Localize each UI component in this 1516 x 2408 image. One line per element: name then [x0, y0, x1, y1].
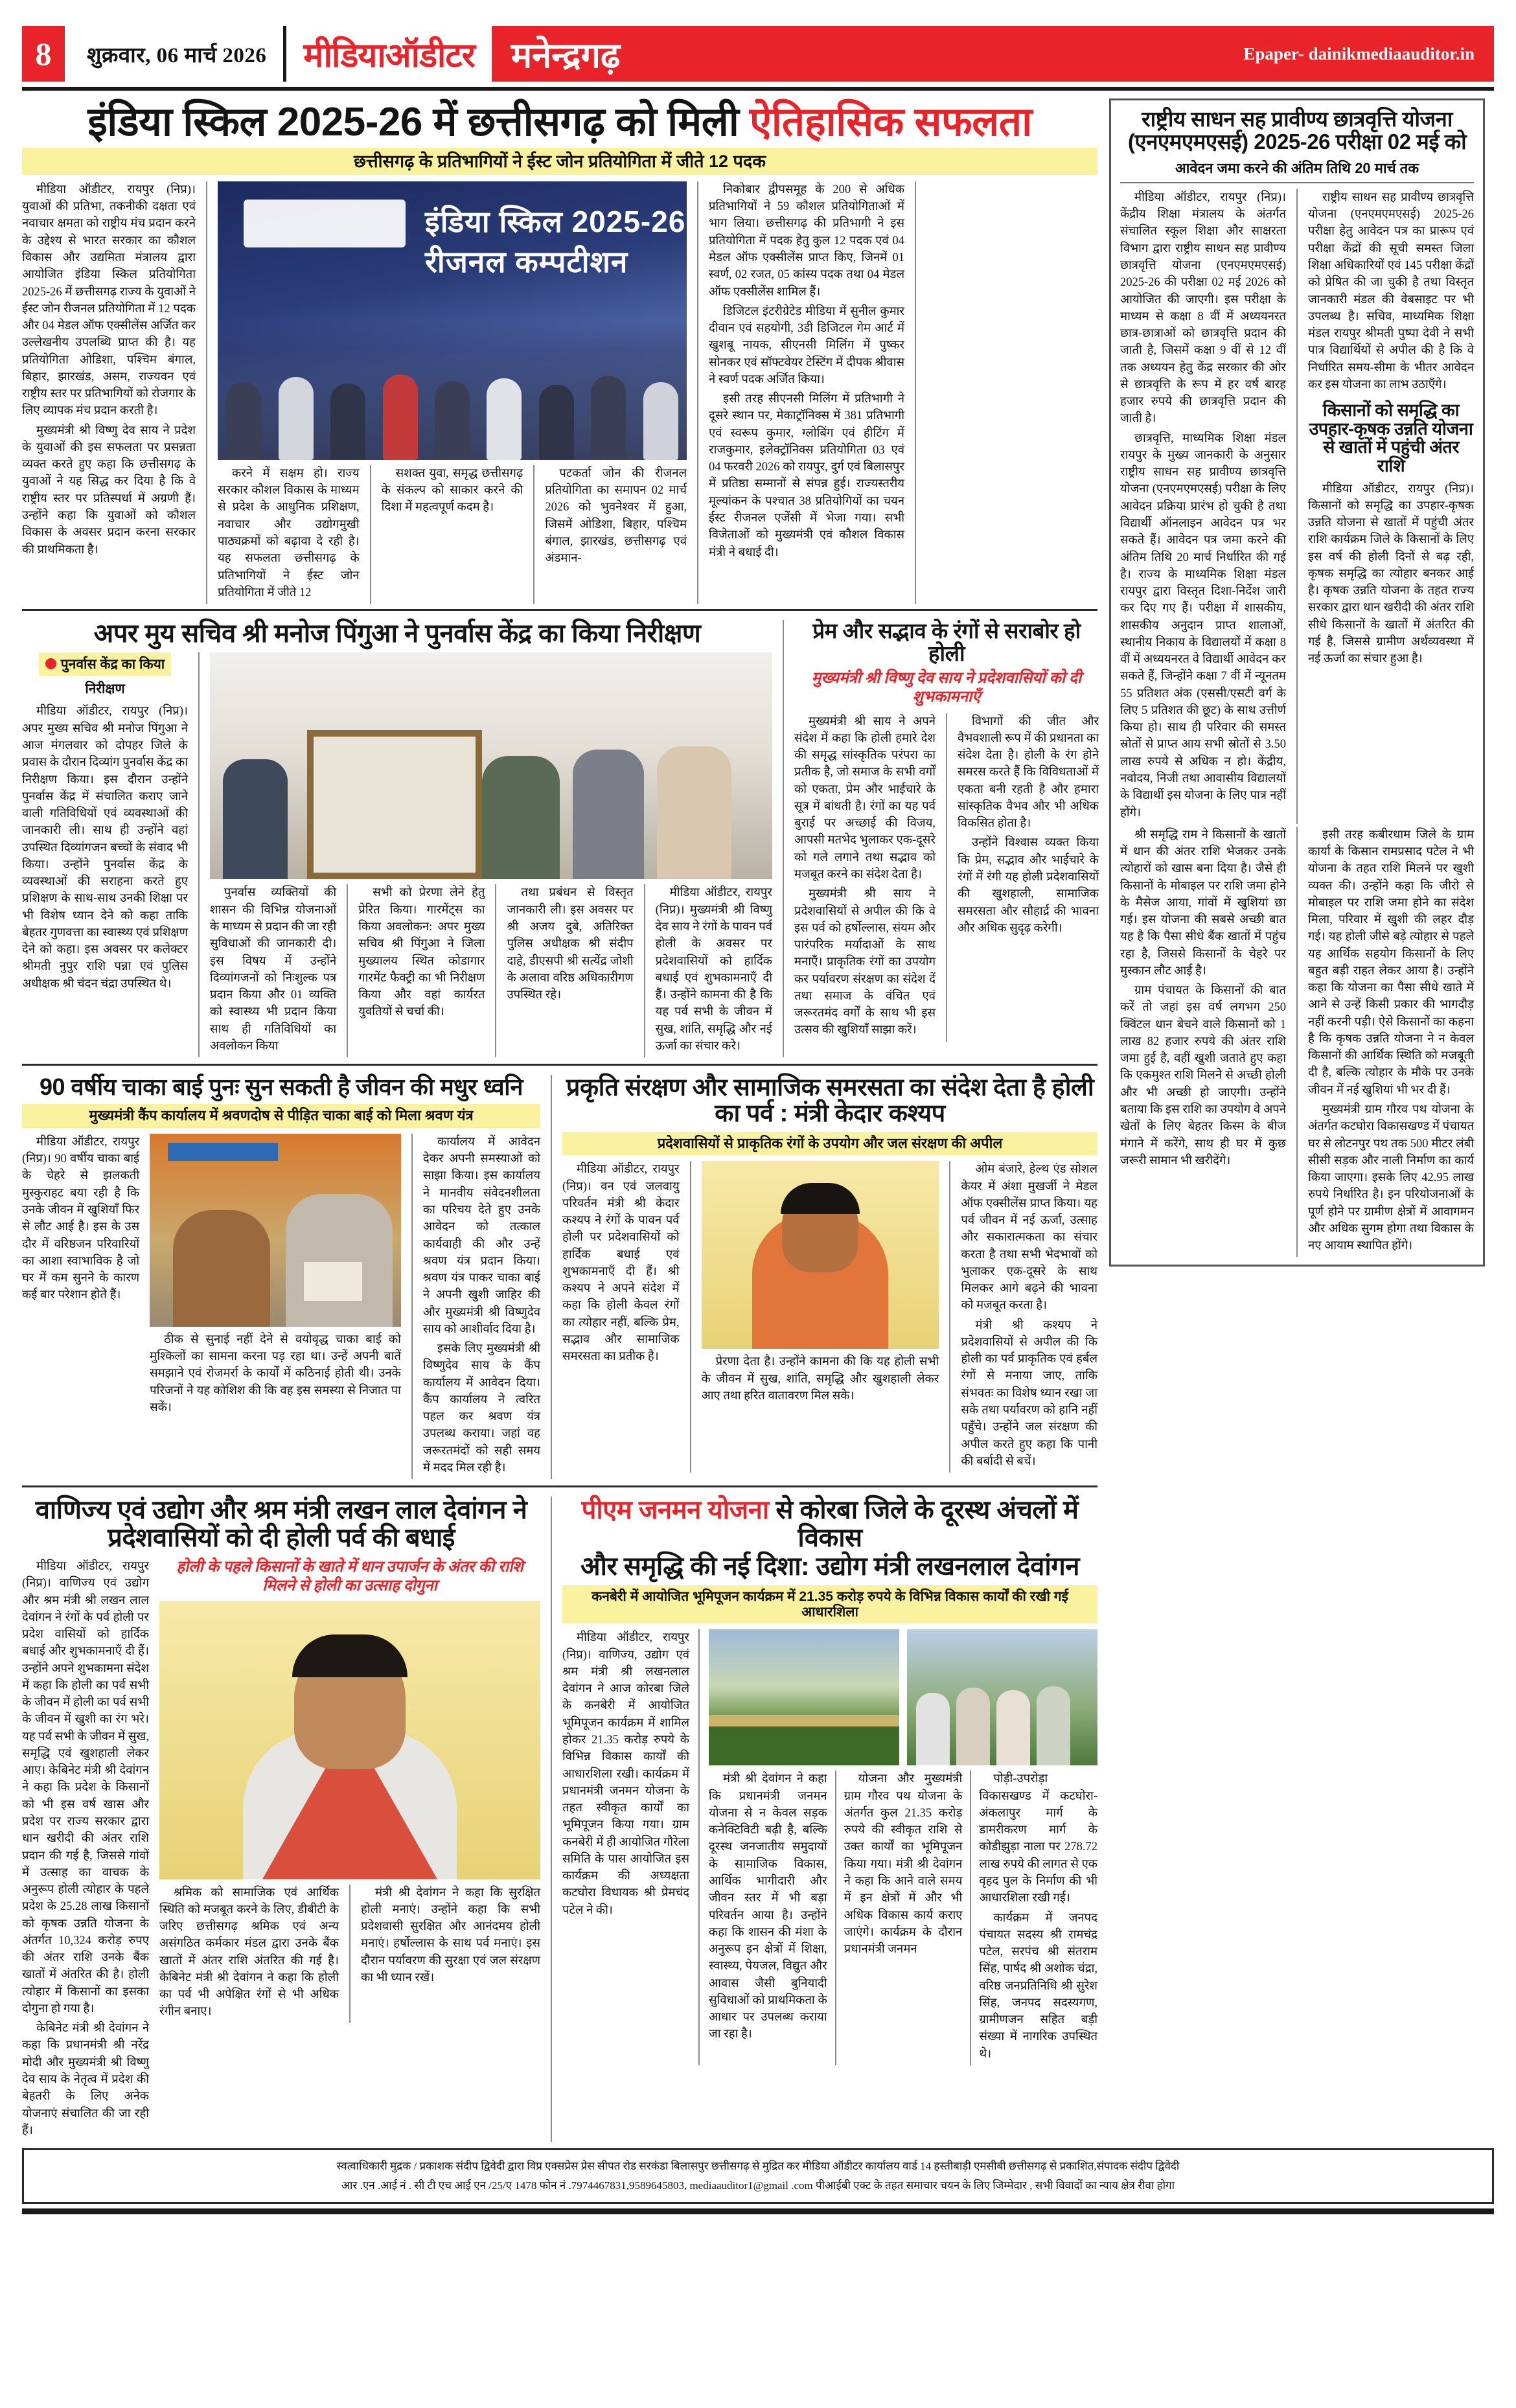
story7-col-1: मीडिया ऑडीटर, रायपुर (निप्र)। वाणिज्य, उद्योग एवं श्रम मंत्री श्री लखनलाल देवांगन ने आज कोरबा जिले के कनबेरी में आयोजित भूमिपूजन कार्यक्रम में शामिल होकर 21.35 करोड़ रुपये के विभिन्न विकास कार्यों की आधारशिला रखी। कार्यक्रम में प्रधानमंत्री जनमन योजना के तहत स्वीकृत कार्यों का भूमिपूजन किया गया। ग्राम कनबेरी में ही आयोजित गौरेला समिति के पास आयोजित इस कार्यक्रम की अध्यक्षता कटघोरा विधायक श्री प्रेमचंद पटेल ने की। — [562, 1631, 689, 1917]
column-rule — [644, 884, 645, 1057]
column-rule — [495, 884, 496, 1057]
story5-col-1: मीडिया ऑडीटर, रायपुर (निप्र)। वन एवं जलवायु परिवर्तन मंत्री श्री केदार कश्यप ने रंगों के पावन पर्व होली पर प्रदेशवासियों को हार्दिक बधाई एवं शुभकामनाएँ दी हैं। श्री कश्यप ने अपने संदेश में कहा कि होली केवल रंगों का त्योहार नहीं, बल्कि प्रेम, सद्भाव और सामाजिक समरसता का प्रतीक है। — [562, 1163, 680, 1364]
lead-photo — [218, 181, 687, 460]
column-rule — [370, 465, 371, 604]
lead-col2-para1: करने में सक्षम हो। राज्य सरकार कौशल विकास के माध्यम से प्रदेश के आधुनिक प्रशिक्षण, नवाचार और उद्योगमुखी पाठ्यक्रमों को बढ़ावा दे रही है। यह सफलता छत्तीसगढ़ के प्रतिभागियों ने ईस्ट जोन प्रतियोगिता में जीते 12 — [218, 466, 360, 599]
story2-col-5: मीडिया ऑडीटर, रायपुर (निप्र)। मुख्यमंत्री श्री विष्णु देव साय ने रंगों के पावन पर्व होली के अवसर पर प्रदेशवासियों को हार्दिक बधाई एवं शुभकामनाएँ दी हैं। उन्होंने कामना की है कि यह पर्व सभी के जीवन में सुख, शांति, समृद्धि और नई ऊर्जा का संचार करे। — [655, 886, 772, 1053]
story2-col-1 — [22, 703, 188, 992]
section-rule — [551, 1496, 552, 2142]
epaper-url[interactable]: Epaper- dainikmediaauditor.in — [1243, 43, 1475, 63]
edition-city: मनेन्द्रगढ़ — [511, 36, 621, 75]
farmers-col-1: श्री समृद्धि राम ने किसानों के खातों में धान की अंतर राशि भेजकर उनके त्योहारों को खास बना दिया है। जैसे ही किसानों के मोबाइल पर राशि जमा होने के मैसेज आया, गांवों में खुशियां छा गई। इस योजना की सबसे अच्छी बात यह है कि पैसा सीधे बैंक खातों में पहुंच रहा है, जिससे किसानों के चेहरे पर मुस्कान लौट आई है। ग्राम पंचायत के किसानों की बात करें तो जहां इस वर्ष लगभग 250 क्विंटल धान बेचने वाले किसानों को 1 लाख 82 हजार रुपये की अंतर राशि जमा हुई है, वहीं खुशी जताते हुए कहा कि एकमुश्त राशि मिलने से अच्छी होली और भी अच्छी हो जाएगी। उन्होंने बताया कि इस राशि का उपयोग वे अपने खेतों के लिए बेहतर किस्म के बीज मंगाने में करेंगे, साथ ही घर में कुछ जरूरी सामान भी खरीदेंगे। — [1120, 828, 1286, 1167]
column-rule — [946, 713, 947, 1042]
story7-photo-1 — [709, 1629, 899, 1765]
right-rail — [1109, 98, 1485, 2142]
story2-col-2: पुनर्वास व्यक्तियों की शासन की विभिन्न योजनाओं के माध्यम से प्रदान की जा रही सुविधाओं की जानकारी दी। इस विषय में उन्होंने दिव्यांगजनों को निःशुल्क पत्र प्रदान किया और 01 व्यक्ति को स्वास्थ्य भी प्रदान किया साथ ही गतिविधियों का अवलोकन किया — [210, 886, 337, 1053]
story6-col-3: मंत्री श्री देवांगन ने कहा कि सुरक्षित होली मनाएं। उन्होंने कहा कि सभी प्रदेशवासी सुरक्षित और आनंदमय होली मनाएं। हर्षोल्लास के साथ पर्व मनाएं। इस दौरान पर्यावरण की सुरक्षा एवं जल संरक्षण का भी ध्यान रखें। — [361, 1886, 540, 1984]
story3-subhead: मुख्यमंत्री श्री विष्णु देव साय ने प्रदेशवासियों को दी शुभकामनाएँ — [811, 670, 1082, 705]
lead-col-4 — [545, 465, 687, 604]
story5-headline: प्रकृति संरक्षण और सामाजिक समरसता का संदेश देता है होली का पर्व : मंत्री केदार कश्यप — [566, 1074, 1094, 1128]
lead-col3-para1: सशक्त युवा, समृद्ध छत्तीसगढ़ के संकल्प को साकार करने की दिशा में महत्वपूर्ण कदम है। — [381, 466, 523, 514]
column-rule — [198, 652, 200, 1057]
story2-kicker: पुनर्वास केंद्र का किया — [39, 652, 171, 676]
column-rule — [970, 1771, 971, 2065]
column-rule — [206, 181, 207, 604]
section-row-2 — [22, 620, 1097, 1057]
masthead-red-bar — [492, 26, 1494, 82]
rightrail-subhead: आवेदन जमा करने की अंतिम तिथि 20 मार्च तक — [1120, 158, 1474, 183]
lead-photo-banner-text: इंडिया स्किल 2025-26 रीजनल कम्पटीशन — [425, 204, 686, 279]
lead-col-5 — [709, 181, 904, 604]
story7-col-3: योजना और मुख्यमंत्री ग्राम गौरव पथ योजना के अंतर्गत कुल 21.35 करोड़ रुपये की स्वीकृत राशि से उक्त कार्यों का भूमिपूजन किया गया। मंत्री श्री देवांगन ने कहा कि आने वाले समय में इन क्षेत्रों में और भी अधिक विकास कार्य कराए जाएंगे। कार्यक्रम के दौरान प्रधानमंत्री जनमन — [844, 1772, 963, 1956]
rightrail-col-2: राष्ट्रीय साधन सह प्रावीण्य छात्रवृत्ति योजना (एनएमएमएसई) 2025-26 परीक्षा हेतु आवेदन पत्र का प्रारूप एवं परीक्षा केंद्रों की सूची समस्त जिला शिक्षा अधिकारियों एवं 145 परीक्षा केंद्रों को प्रेषित की जा चुकी है तथा विस्तृत जानकारी मंडल की वेबसाइट पर भी उपलब्ध है। सचिव, माध्यमिक शिक्षा मंडल रायपुर श्रीमती पुष्पा देवी ने सभी पात्र विद्यार्थियों से अपील की है कि वे निर्धारित समय-सीमा के भीतर आवेदन कर इस योजना का लाभ उठाएँगे। किसानों को समृद्धि का उपहार-कृषक उन्नति योजना से खातों में पहुंची अंतर राशि मीडिया ऑडीटर, रायपुर (निप्र)। किसानों को समृद्धि का उपहार-कृषक उन्नति योजना से खातों में पहुंची अंतर राशि कार्यक्रम जिले के किसानों के लिए इस वर्ष की होली दिनों से बढ़ रही, कृषक समृद्धि का त्योहार बनकर आई है। कृषक उन्नति योजना के तहत राज्य सरकार द्वारा धान खरीदी की अंतर राशि सीधे किसानों के खातों में अंतरित की गई है, जिससे ग्रामीण अर्थव्यवस्था में नई ऊर्जा का संचार हुआ है। — [1308, 190, 1474, 666]
story4-subhead: मुख्यमंत्री कैंप कार्यालय में श्रवणदोष से पीड़ित चाका बाई को मिला श्रवण यंत्र — [22, 1104, 540, 1128]
footer-rule — [22, 2208, 1494, 2214]
newspaper-page — [0, 26, 1516, 2408]
lead-headline-highlight: ऐतिहासिक सफलता — [750, 100, 1032, 144]
column-rule — [349, 1885, 350, 2023]
story7-subhead: कनबेरी में आयोजित भूमिपूजन कार्यक्रम में 21.35 करोड़ रुपये के विभिन्न विकास कार्यों की रखी गई आधारशिला — [562, 1585, 1097, 1623]
rightrail-col-1: मीडिया ऑडीटर, रायपुर (निप्र)। केंद्रीय शिक्षा मंत्रालय के अंतर्गत संचालित स्कूल शिक्षा और साक्षरता विभाग द्वारा राष्ट्रीय साधन सह प्रावीण्य छात्रवृत्ति योजना (एनएमएमएसई) 2025-26 की परीक्षा 02 मई 2026 को आयोजित की जाएगी। इस परीक्षा के माध्यम से कक्षा 8 वीं में अध्ययनरत छात्र-छात्राओं को छात्रवृत्ति प्रदान की जाती है, जिसमें कक्षा 9 वीं से 12 वीं तक अध्ययन हेतु केंद्र सरकार की ओर से छात्रवृत्ति के रूप में हर वर्ष बारह हजार रुपये की छात्रवृत्ति प्रदान की जाती है। छात्रवृत्ति, माध्यमिक शिक्षा मंडल रायपुर के मुख्य जानकारी के अनुसार राष्ट्रीय साधन सह प्रावीण्य छात्रवृत्ति योजना (एनएमएमएसई) परीक्षा के लिए आवेदन प्रक्रिया प्रारंभ हो चुकी है तथा विद्यार्थी ऑनलाइन आवेदन पत्र भर सकते हैं। आवेदन पत्र जमा करने की अंतिम तिथि 20 मार्च निर्धारित की गई है। राज्य के माध्यमिक शिक्षा मंडल रायपुर द्वारा विस्तृत दिशा-निर्देश जारी कर दिए गए हैं। परीक्षा में शासकीय, शासकीय अनुदान प्राप्त शालाओं, स्थानीय निकाय के विद्यालयों में कक्षा 8 वीं में अध्ययनरत वे विद्यार्थी आवेदन कर सकते हैं, जिन्होंने कक्षा 7 वीं में न्यूनतम 55 प्रतिशत अंक (एससी/एसटी वर्ग के लिए 5 प्रतिशत की छूट) के साथ उत्तीर्ण किया हो। साथ ही परिवार की समस्त स्रोतों से प्राप्त आय सभी स्रोतों से 3.50 लाख रुपये से अधिक न हो। केंद्रीय, नवोदय, निजी तथा आवासीय विद्यालयों के विद्यार्थी इस योजना के लिए पात्र नहीं होंगे। — [1120, 190, 1286, 820]
bullet-dot-icon — [45, 658, 56, 669]
story-holi-cm — [794, 620, 1099, 1057]
story2-col-3: सभी को प्रेरणा लेने हेतु प्रेरित किया। गारमेंट्स का किया अवलोकन: अपर मुख्य सचिव श्री पिंगुआ ने जिला मुख्यालय स्थित कोडागार गारमेंट फैक्ट्री का भी निरीक्षण किया और वहां कार्यरत युवतियों से चर्चा की। — [358, 886, 485, 1019]
lead-col-1 — [22, 181, 196, 604]
story6-subhead: होली के पहले किसानों के खाते में धान उपार्जन के अंतर की राशि मिलने से होली का उत्साह दोगुना — [176, 1559, 523, 1594]
masthead-rule — [22, 87, 1494, 91]
story6-col-1: मीडिया ऑडीटर, रायपुर (निप्र)। वाणिज्य एवं उद्योग और श्रम मंत्री श्री लखन लाल देवांगन ने रंगों के पर्व होली पर प्रदेश वासियों को हार्दिक बधाई और शुभकामनाएँ दी हैं। उन्होंने अपने शुभकामना संदेश में कहा कि होली का पर्व सभी के जीवन में होली का पर्व सभी के जीवन में खुशी का रंग भरे। यह पर्व सभी के जीवन में सुख, समृद्धि एवं खुशहाली लेकर आए। केबिनेट मंत्री श्री देवांगन ने कहा कि प्रदेश के किसानों को भी इस वर्ष खास और प्रदेश पर राज्य सरकार द्वारा धान खरीदी की अंतर राशि प्रदान की गई है, जिससे गांवों में उत्साह का वाचक के अनुरूप होली त्योहार के पहले प्रदेश के 25.28 लाख किसानों को कृषक उन्नति योजना के अंतर्गत 10,324 करोड़ रुपए की अंतर राशि उनके बैंक खातों में अंतरित की है। होली त्योहार में किसानों का इसका दोगुना हो गया है। केबिनेट मंत्री श्री देवांगन ने कहा कि प्रधानमंत्री श्री नरेंद्र मोदी और मुख्यमंत्री श्री विष्णु देव साय के नेतृत्व में प्रदेश की बेहतरी के लिए अनेक योजनाएं संचालित की जा रही हैं। — [22, 1560, 150, 2137]
story-pingua — [22, 620, 772, 1057]
column-rule — [1296, 827, 1298, 1257]
column-rule — [690, 1161, 691, 1473]
story4-photo — [150, 1134, 401, 1327]
page-number-badge: 8 — [22, 26, 65, 82]
story2-kicker-line2: निरीक्षण — [85, 682, 125, 697]
story7-headline-line2: और समृद्धि की नई दिशा: उद्योग मंत्री लखनलाल देवांगन — [580, 1552, 1079, 1581]
lead-story — [22, 101, 1097, 604]
section-row-3 — [22, 1075, 1097, 1479]
story3-headline: प्रेम और सद्भाव के रंगों से सराबोर हो होली — [812, 619, 1081, 666]
story5-col-3: ओम बंजारे, हेल्थ एंड सोशल केयर में अंशा मुखर्जी ने मेडल ऑफ एक्सीलेंस प्राप्त किया। यह पर्व जीवन में नई ऊर्जा, उत्साह और सकारात्मकता का संचार करता है तथा सभी भेदभावों को भुलाकर एक-दूसरे के साथ मिलकर आगे बढ़ने की भावना को मजबूत करता है। मंत्री श्री कश्यप ने प्रदेशवासियों से अपील की कि होली का पर्व प्राकृतिक एवं हर्बल रंगों से मनाया जाए, ताकि संभवतः का विशेष ध्यान रखा जा सके तथा पर्यावरण को हानि नहीं पहुँचे। उन्होंने जल संरक्षण की अपील करते हुए कहा कि पानी की बर्बादी से बचें। — [961, 1163, 1097, 1468]
column-rule — [698, 1629, 700, 2065]
story2-headline: अपर मुय सचिव श्री मनोज पिंगुआ ने पुनर्वास केंद्र का किया निरीक्षण — [93, 619, 701, 648]
footer-imprint — [22, 2148, 1494, 2204]
footer-line-2: आर .एन .आई नं . सी टी एच आई एन /25/ए 1478 फोन नं .7974467831,9589645803, mediaauditor1@gmail .com पीआईबी एक्ट के तहत समाचार चयन के लिए जिम्मेदार , सभी विवादों का न्याय क्षेत्र रीवा होगा — [341, 2179, 1175, 2192]
story7-col-2: मंत्री श्री देवांगन ने कहा कि प्रधानमंत्री जनमन योजना से न केवल सड़क कनेक्टिविटी बढ़ी है, बल्कि दूरस्थ जनजातीय समुदायों के सामाजिक विकास, आर्थिक भागीदारी और जीवन स्तर में भी बड़ा परिवर्तन आया है। उन्होंने कहा कि शासन की मंशा के अनुरूप इन क्षेत्रों में शिक्षा, स्वास्थ्य, पेयजल, विद्युत और आवास जैसी बुनियादी सुविधाओं को प्राथमिकता के आधार पर उपलब्ध कराया जा रहा है। — [709, 1772, 827, 2041]
column-rule — [347, 884, 348, 1057]
story7-headline-rest: से कोरबा जिले के दूरस्थ अंचलों में विकास — [768, 1496, 1079, 1552]
story6-headline: वाणिज्य एवं उद्योग और श्रम मंत्री लखन लाल देवांगन ने प्रदेशवासियों को दी होली पर्व की बधाई — [35, 1496, 527, 1552]
lead-col5-para1: निकोबार द्वीपसमूह के 200 से अधिक प्रतिभागियों ने 59 कौशल प्रतियोगिताओं में भाग लिया। छत्तीसगढ़ की प्रतिभागी ने इस प्रतियोगिता में पदक हेतु कुल 12 पदक एवं 04 मेडल ऑफ एक्सीलेंस प्राप्त किए, जिनमें 01 स्वर्ण, 02 रजत, 05 कांस्य पदक तथा 04 मेडल ऑफ एक्सीलेंस शामिल हैं। — [709, 183, 904, 299]
story6-photo — [159, 1601, 540, 1879]
footer-line-1: स्वत्वाधिकारी मुद्रक / प्रकाशक संदीप द्विवेदी द्वारा विप्र एक्सप्रेस प्रेस सीपत रोड सरकंडा बिलासपुर छत्तीसगढ़ से मुद्रित कर मीडिया ऑडीटर कार्यालय वार्ड 14 हस्तीबाड़ी एमसीबी छत्तीसगढ़ से प्रकाशित,संपादक संदीप द्विवेदी — [336, 2160, 1180, 2173]
story7-headline — [562, 1496, 1097, 1552]
lead-headline-part1: इंडिया स्किल 2025-26 में छत्तीसगढ़ को मिली — [87, 100, 750, 144]
story7-headline-highlight: पीएम जनमन योजना — [581, 1496, 769, 1525]
story6-col-2: श्रमिक को सामाजिक एवं आर्थिक स्थिति को मजबूत करने के लिए, डीबीटी के जरिए छत्तीसगढ़ श्रमिक एवं अन्य असंगठित कर्मकार मंडल द्वारा उनके बैंक खातों में अंतर राशि अंतरित की गई है। केबिनेट मंत्री श्री देवांगन ने कहा कि होली का पर्व भी अपेक्षित रंगों से भी अधिक रंगीन बनाए। — [159, 1886, 339, 2019]
section-rule — [551, 1075, 552, 1479]
story4-col-3: कार्यालय में आवेदन देकर अपनी समस्याओं को साझा किया। इस कार्यालय ने मानवीय संवेदनशीलता का परिचय देते हुए उनके आवेदन को तत्काल कार्यवाही की और उन्हें श्रवण यंत्र प्रदान किया। श्रवण यंत्र पाकर चाका बाई ने अपनी खुशी जाहिर की और मुख्यमंत्री श्री विष्णुदेव साय को आशीर्वाद दिया है। इसके लिए मुख्यमंत्री श्री विष्णुदेव साय के कैंप कार्यालय में आवेदन दिया। कैंप कार्यालय ने त्वरित पहल कर श्रवण यंत्र उपलब्ध कराया। जहां वह जरूरतमंदों को सही समय में मदद मिल रही है। — [422, 1135, 541, 1474]
scholarship-box — [1109, 98, 1485, 1267]
column-rule — [697, 181, 698, 604]
column-rule — [533, 465, 534, 604]
lead-subhead: छत्तीसगढ़ के प्रतिभागियों ने ईस्ट जोन प्रतियोगिता में जीते 12 पदक — [22, 148, 1097, 175]
rightrail-headline: राष्ट्रीय साधन सह प्रावीण्य छात्रवृत्ति योजना (एनएमएमएसई) 2025-26 परीक्षा 02 मई को — [1127, 107, 1467, 154]
column-rule — [411, 1134, 413, 1479]
masthead-divider — [283, 26, 286, 82]
farmers-box-headline: किसानों को समृद्धि का उपहार-कृषक उन्नति योजना से खातों में पहुंची अंतर राशि — [1309, 400, 1473, 476]
lead-col1-para2: मुख्यमंत्री श्री विष्णु देव साय ने प्रदेश के युवाओं की इस सफलता पर प्रसन्नता व्यक्त करते हुए कहा कि छत्तीसगढ़ के युवाओं ने यह सिद्ध कर दिया है कि वे राष्ट्रीय स्तर पर प्रतिस्पर्धा में अग्रणी हैं। उन्होंने कहा कि युवाओं को कौशल विकास के अवसर प्रदान करना सरकार की प्राथमिकता है। — [22, 424, 196, 556]
story5-photo — [702, 1161, 939, 1349]
lead-col4-para1: पटकर्ता जोन की रीजनल प्रतियोगिता का समापन 02 मार्च 2026 को भुवनेश्वर में हुआ, जिसमें ओडिशा, बिहार, पश्चिम बंगाल, झारखंड, छत्तीसगढ़ एवं अंडमान- — [545, 466, 687, 566]
story7-col-4: पोड़ी-उपरोड़ा विकासखण्ड में कटघोरा-अंकलापुर मार्ग के डामरीकरण मार्ग के कोडीझुड़ा नाला पर 278.72 लाख रुपये की लागत से एक वृहद पुल के निर्माण की भी आधारशिला रखी गई। कार्यक्रम में जनपद पंचायत सदस्य श्री रामचंद्र पटेल, सरपंच श्री संतराम सिंह, पार्षद श्री अशोक चंद्रा, वरिष्ठ जनप्रतिनिधि श्री सुरेश सिंह, जनपद सदस्यगण, ग्रामीणजन सहित बड़ी संख्या में नागरिक उपस्थित थे। — [979, 1772, 1098, 2061]
story2-photo — [210, 652, 772, 879]
story3-col-2: विभागों की जीत और वैभवशाली रूप में की प्रधानता का संदेश देता है। होली के रंग होने समरस करते हैं कि विविधताओं में एकता बनी रहती है और हमारा सांस्कृतिक वैभव और भी अधिक विकसित होता है। उन्होंने विश्वास व्यक्त किया कि प्रेम, सद्भाव और भाईचारे के रंगों में रंगी यह होली प्रदेशवासियों की खुशहाली, सामाजिक समरसता और सौहार्द्र की भावना और अधिक सुदृढ़ करेगी। — [958, 715, 1099, 935]
story4-col-1: मीडिया ऑडीटर, रायपुर (निप्र)। 90 वर्षीय चाका बाई के चेहरे से झलकती मुस्कुराहट बया रही है कि उनके जीवन में खुशियाँ फिर से लौट आई है। इस के उस दौर में वरिष्ठजन परिवारियों का आशा स्वाभाविक है जो घर में कम सुनने के कारण कई बार परेशान होते हैं। — [22, 1135, 140, 1302]
story2-col1-para: मीडिया ऑडीटर, रायपुर (निप्र)। अपर मुख्य सचिव श्री मनोज पिंगुआ ने आज मंगलवार को दोपहर जिले के प्रवास के दौरान दिव्यांग पुनर्वास केंद्र का निरीक्षण किया। इस दौरान उन्होंने पुनर्वास केंद्र में संचालित कराए जाने वाली गतिविधियों एवं व्यवस्थाओं की जानकारी ली। साथ ही उन्होंने वहां उपस्थित दिव्यांगजन बच्चों के संवाद भी किया। उन्होंने पुनर्वास केंद्र के व्यवस्थाओं की सराहना करते हुए प्रशिक्षण के साथ-साथ उनकी शिक्षा पर भी विशेष ध्यान देने को कहा ताकि बेहतर गुणवत्ता का स्वास्थ्य एवं प्रशिक्षण देने को कहा। इस अवसर पर कलेक्टर श्रीमती नुपुर राशि पन्ना एवं पुलिस अधीक्षक श्री चंदन चंद्रा उपस्थित थे। — [22, 705, 188, 991]
lead-col-2 — [218, 465, 360, 604]
story4-col-center: ठीक से सुनाई नहीं देने से वयोवृद्ध चाका बाई को मुश्किलों का सामना करना पड़ रहा था। उन्हें अपनी बातें समझाने एवं रोजमर्रा के कार्यों में कठिनाई होती थी। उनके परिजनों ने यह कोशिश की कि वह इस समस्या से निजात पा सकें। — [150, 1333, 401, 1414]
column-rule — [1296, 189, 1298, 824]
story2-col-4: तथा प्रबंधन से विस्तृत जानकारी ली। इस अवसर पर श्री अजय दुबे, अतिरिक्त पुलिस अधीक्षक श्री संदीप दाहे, डीएसपी श्री सत्येंद्र जोशी के अलावा वरिष्ठ अधिकारीगण उपस्थित रहे। — [507, 886, 634, 1002]
story5-col-center: प्रेरणा देता है। उन्होंने कामना की कि यह होली सभी के जीवन में सुख, शांति, समृद्धि और खुशहाली लेकर आए तथा हरित वातावरण मिल सके। — [701, 1355, 939, 1403]
story3-col-1: मुख्यमंत्री श्री साय ने अपने संदेश में कहा कि होली हमारे देश की समृद्ध सांस्कृतिक परंपरा का प्रतीक है, जो समाज के सभी वर्गों को एकता, प्रेम और भाईचारे के सूत्र में बांधती है। रंगों का यह पर्व बुराई पर अच्छाई की विजय, आपसी मतभेद भुलाकर एक-दूसरे को गले लगाने तथा सद्भाव को मजबूत करने का संदेश देता है। मुख्यमंत्री श्री साय ने प्रदेशवासियों से अपील की कि वे इस पर्व को हर्षोल्लास, संयम और पारंपरिक मर्यादाओं के साथ मनाएँ। प्राकृतिक रंगों का उपयोग कर पर्यावरण संरक्षण का संदेश दें तथा समाज के वंचित एवं जरूरतमंद वर्गों के साथ भी इस उत्सव की खुशियाँ साझा करें। — [794, 715, 936, 1037]
farmers-col-2: इसी तरह कबीरधाम जिले के ग्राम कार्या के किसान रामप्रसाद पटेल ने भी योजना के तहत राशि मिलने पर खुशी व्यक्त की। उन्होंने कहा कि जीरो से मोबाइल पर राशि जमा होने का संदेश मिला, परिवार में खुशी की लहर दौड़ गई। यह होली जीसे बड़े त्योहार से पहले यह आर्थिक सहयोग किसानों के लिए बहुत बड़ी राहत लेकर आया है। उन्होंने कहा कि योजना का पैसा सीधे खाते में आने से उन्हें किसी प्रकार की भागदौड़ नहीं करनी पड़ी। ऐसे किसानों का कहना है कि कृषक उन्नति योजना ने न केवल किसानों की आर्थिक स्थिति को मजबूती दी है, बल्कि त्योहार के मौके पर उनके जीवन में नई खुशियां भी भर दी हैं। मुख्यमंत्री ग्राम गौरव पथ योजना के अंतर्गत कटघोरा विकासखण्ड में पंचायत घर से लोटनपुर पथ तक 500 मीटर लंबी सीसी सड़क और नाली निर्माण का कार्य किया जाएगा। इसके लिए 42.95 लाख रुपये निर्धारित है। इन परियोजनाओं के पूर्ण होने पर ग्रामीण क्षेत्रों में आवागमन और अधिक सुगम होगा तथा विकास के नए आयाम स्थापित होंगे। — [1308, 828, 1474, 1253]
story5-subhead: प्रदेशवासियों से प्राकृतिक रंगों के उपयोग और जल संरक्षण की अपील — [562, 1132, 1097, 1156]
brand-logo: मीडियाऑडीटर — [303, 37, 475, 75]
lead-col5-para3: इसी तरह सीएनसी मिलिंग में प्रतिभागी ने दूसरे स्थान पर, मेकाट्रॉनिक्स में 381 प्रतिभागी एवं स्वरूप कुमार, ग्लोबिंग एवं हीटिंग में राजकुमार, इलेक्ट्रॉनिक्स प्रतियोगिता 03 एवं 04 फरवरी 2026 को रायपुर, दुर्ग एवं बिलासपुर में प्रतिष्ठा सम्मानों से संपन्न हुई। राज्यस्तरीय मूल्यांकन के पश्चात 38 प्रतियोगियों का चयन ईस्ट रीजनल एजेंसी में भेजा गया। सभी विजेताओं को मुख्यमंत्री एवं कौशल विकास मंत्री ने बधाई दी। — [709, 393, 904, 559]
dateline: शुक्रवार, 06 मार्च 2026 — [87, 43, 267, 67]
story4-headline: 90 वर्षीय चाका बाई पुनः सुन सकती है जीवन की मधुर ध्वनि — [39, 1073, 523, 1101]
story-chaka-bai — [22, 1075, 540, 1479]
lead-col5-para2: डिजिटल इंटरीग्रेटेड मीडिया में सुनील कुमार दीवान एवं सहयोगी, 3डी डिजिटल गेम आर्ट में खुशबू नायक, सीएनसी मिलिंग में पुष्कर सोनकर एवं सॉफ्टवेयर टेस्टिंग में दीपक श्रीवास ने स्वर्ण पदक अर्जित किया। — [709, 304, 904, 386]
story-lakhan-lal-holi — [22, 1496, 540, 2142]
story-pm-janman — [562, 1496, 1097, 2142]
column-rule — [949, 1161, 950, 1473]
lead-col1-para1: मीडिया ऑडीटर, रायपुर (निप्र)। युवाओं की प्रतिभा, तकनीकी दक्षता एवं नवाचार क्षमता को राष्ट्रीय मंच प्रदान करने के उद्देश्य से भारत सरकार का कौशल विकास और उद्यमिता मंत्रालय द्वारा आयोजित इंडिया स्किल प्रतियोगिता 2025-26 में छत्तीसगढ़ राज्य के युवाओं ने ईस्ट जोन रीजनल प्रतियोगिता में 12 पदक और 04 मेडल ऑफ एक्सीलेंस अर्जित कर उल्लेखनीय उपलब्धि प्राप्त की है। यह प्रतियोगिता ओडिशा, पश्चिम बंगाल, बिहार, झारखंड, असम, राज्यवन एवं राष्ट्रीय स्तर पर प्रतिभागियों को रोजगार के लिए व्यापक मंच प्रदान करती है। — [22, 183, 196, 418]
story7-photo-2 — [907, 1629, 1097, 1765]
section-row-4 — [22, 1496, 1097, 2142]
column-rule — [835, 1771, 836, 2065]
lead-col-3 — [382, 465, 523, 604]
section-rule — [783, 620, 784, 1057]
lead-headline — [22, 101, 1097, 144]
column-rule — [915, 181, 916, 604]
masthead — [22, 26, 1494, 82]
story-kedar-kashyap — [562, 1075, 1097, 1479]
